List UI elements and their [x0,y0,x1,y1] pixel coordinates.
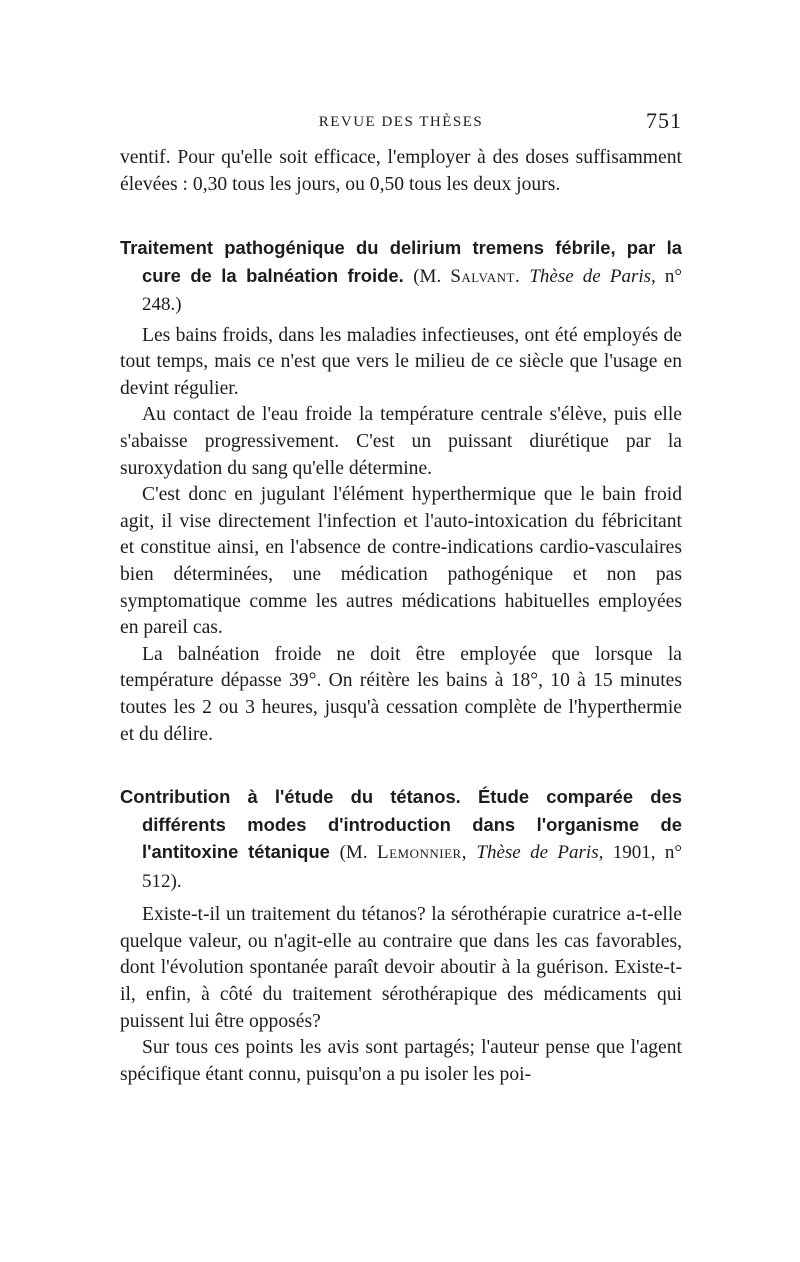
continuation-paragraph: ventif. Pour qu'elle soit efficace, l'employer à des doses suffisamment élevées : 0,30 tous les jours, ou 0,50 tous les deux jours. [120,147,682,195]
article-paragraph: Existe-t-il un traitement du tétanos? la sérothérapie curatrice a-t-elle quelque valeur, ou n'agit-elle au contraire que dans les cas favorables, dont l'évolution spontanée paraît devoir aboutir à la guérison. Existe-t-il, enfin, à côté du traitement sérothérapique des médicaments qui puissent lui être opposés? [120,904,682,1032]
running-title: REVUE DES THÈSES [318,114,484,130]
article-title-text: Contribution à l'étude du tétanos. Étude comparée des différents modes d'introduction dans l'organisme de l'antitoxine tétanique [120,786,682,863]
reference-prefix: (M. [413,265,442,287]
reference-author: Salvant. [450,265,521,287]
article-title [120,234,682,319]
reference-source: Thèse de Paris, [476,842,604,864]
article-title-text: Traitement pathogénique du delirium tremens fébrile, par la cure de la balnéation froide. [120,237,682,286]
page-number: 751 [646,108,682,133]
article-paragraph: Sur tous ces points les avis sont partagés; l'auteur pense que l'agent spécifique étant connu, puisqu'on a pu isoler les poi- [120,1037,682,1085]
running-header [120,108,682,138]
article-paragraph: Au contact de l'eau froide la température centrale s'élève, puis elle s'abaisse progressivement. C'est un puissant diurétique par la suroxydation du sang qu'elle détermine. [120,404,682,479]
article-paragraph: La balnéation froide ne doit être employée que lorsque la température dépasse 39°. On réitère les bains à 18°, 10 à 15 minutes toutes les 2 ou 3 heures, jusqu'à cessation complète de l'hyperthermie et du délire. [120,643,682,745]
article-paragraph: C'est donc en jugulant l'élément hyperthermique que le bain froid agit, il vise directement l'infection et l'auto-intoxication du fébricitant et constitue ainsi, en l'absence de contre-indications cardio-vasculaires bien déterminées, une médication pathogénique et non pas symptomatique comme les autres médications habituelles employées en pareil cas. [120,484,682,639]
page-body [120,145,682,1088]
reference-details: n° 248.) [142,265,683,316]
reference-details: 1901, n° 512). [142,842,683,892]
reference-source: Thèse de Paris, [529,265,656,287]
article-title [120,783,682,895]
document-page [120,108,682,1088]
reference-prefix: (M. [339,842,368,864]
article-paragraph: Les bains froids, dans les maladies infectieuses, ont été employés de tout temps, mais ce n'est que vers le milieu de ce siècle que l'usage en devint régulier. [120,324,682,399]
article-lemonnier [120,783,682,1088]
reference-author: Lemonnier, [377,842,467,864]
article-salvant [120,234,682,748]
